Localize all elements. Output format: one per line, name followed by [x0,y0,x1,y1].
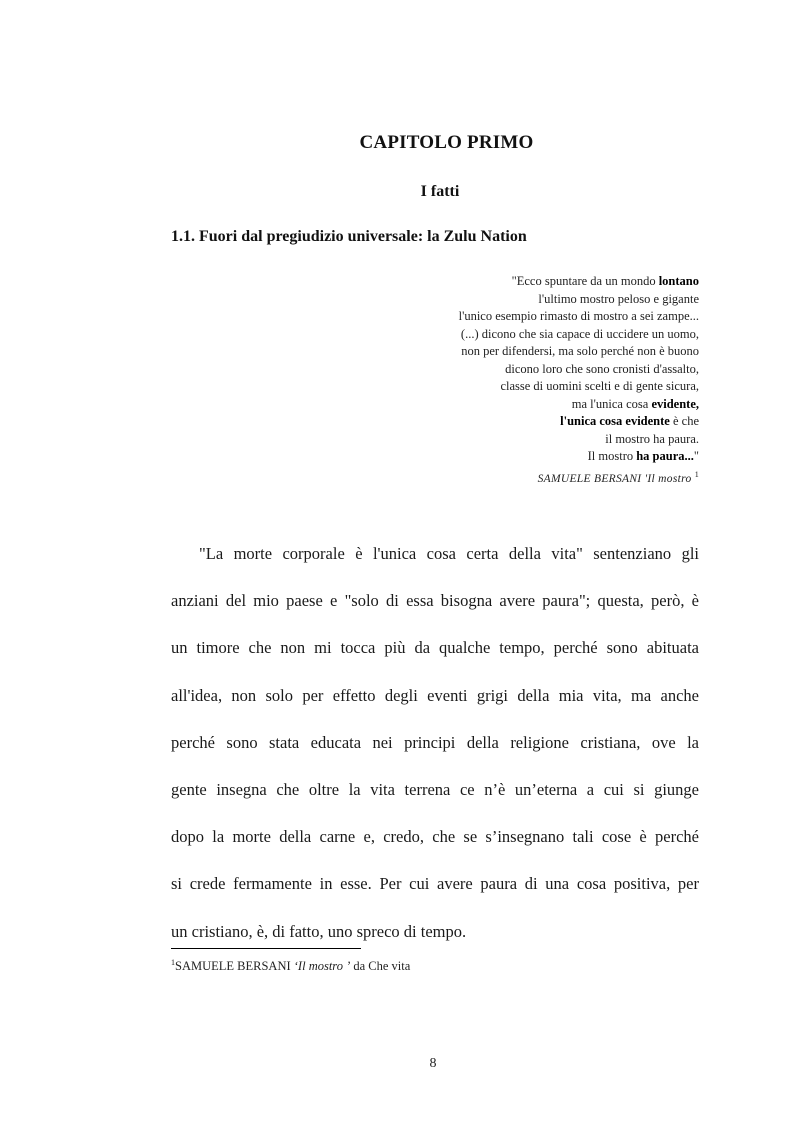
paragraph-line: anziani del mio paese e "solo di essa bisogna avere paura"; questa, però, è [171,591,699,611]
paragraph-line: all'idea, non solo per effetto degli eventi grigi della mia vita, ma anche [171,685,699,705]
epigraph [339,273,699,488]
paragraph-line: "La morte corporale è l'unica cosa certa della vita" sentenziano gli [199,544,699,563]
epigraph-line: (...) dicono che sia capace di uccidere un uomo, [460,326,699,341]
paragraph-line: si crede fermamente in esse. Per cui avere paura di una cosa positiva, per [171,874,699,894]
chapter-title: CAPITOLO PRIMO [359,132,534,153]
epigraph-line: "Ecco spuntare da un mondo lontano [511,274,699,288]
paragraph-line: un timore che non mi tocca più da qualche tempo, perché sono abituata [171,638,699,658]
epigraph-line: Il mostro ha paura..." [587,449,699,463]
footnote: $^1$SAMUELE BERSANI ‘Il mostro ’ da Che vita [171,958,411,974]
body-paragraph [171,530,699,955]
epigraph-line: classe di uomini scelti e di gente sicura, [500,379,699,393]
footnote-ref[interactable]: 1 [694,469,699,479]
footnote-title: ‘Il mostro ’ [293,959,351,974]
paragraph-line: un cristiano, è, di fatto, uno spreco di tempo. [171,921,467,941]
epigraph-line: non per difendersi, ma solo perché non è buono [461,344,699,358]
paragraph-line: dopo la morte della carne e, credo, che se s’insegnano tali cose è perché [171,827,699,847]
epigraph-line: il mostro ha paura. [605,431,699,446]
epigraph-line: ma l'unica cosa evidente, [571,396,699,411]
section-heading: 1.1. Fuori dal pregiudizio universale: la Zulu Nation [171,228,527,245]
epigraph-line: l'ultimo mostro peloso e gigante [538,291,699,306]
page-number: 8 [429,1056,437,1071]
chapter-subtitle: I fatti [420,183,460,200]
epigraph-line: dicono loro che sono cronisti d'assalto, [505,361,699,376]
paragraph-line: perché sono stata educata nei principi della religione cristiana, ove la [171,732,699,752]
footnote-separator [171,948,361,949]
footnote-number: 1 [171,958,175,967]
paragraph-line: gente insegna che oltre la vita terrena ce n’è un’eterna a cui si giunge [171,780,699,800]
epigraph-line: l'unica cosa evidente è che [560,414,699,428]
epigraph-attribution: SAMUELE BERSANI 'Il mostro $^1$ [537,469,699,485]
epigraph-line: l'unico esempio rimasto di mostro a sei zampe... [458,309,699,323]
